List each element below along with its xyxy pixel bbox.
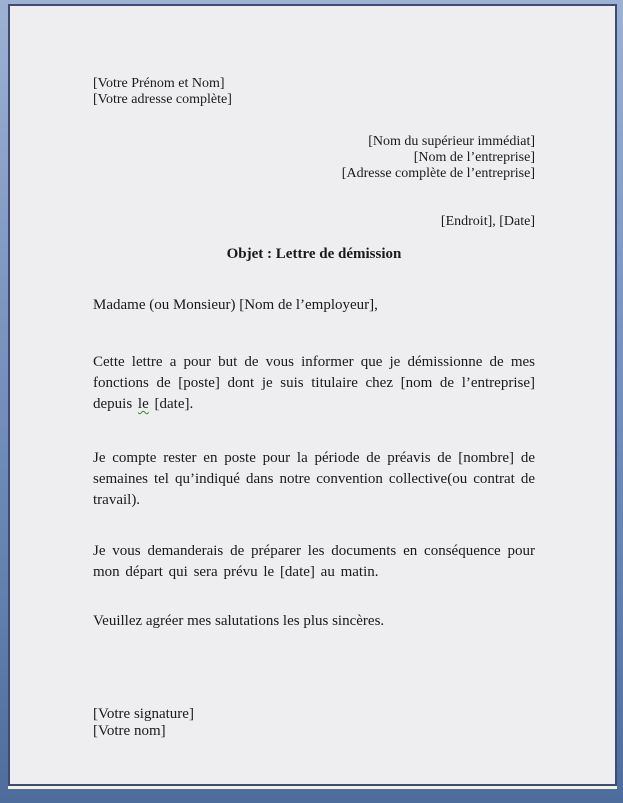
paragraph-resignation (93, 352, 535, 415)
letter-content (10, 6, 615, 784)
sender-address: [Votre adresse complète] (93, 92, 232, 107)
paragraph-notice-period: Je compte rester en poste pour la période de préavis de [nombre] de semaines tel qu’indiqué dans notre convention collective(ou contrat de travail). (93, 450, 535, 508)
closing-line: Veuillez agréer mes salutations les plus sincères. (93, 613, 385, 629)
paragraph-documents: Je vous demanderais de préparer les documents en conséquence pour mon départ qui sera prévu le [date] au matin. (93, 543, 535, 580)
place-date-line: [Endroit], [Date] (440, 214, 535, 229)
subject-line: Objet : Lettre de démission (226, 246, 402, 262)
paragraph-resignation-text-after: [date]. (148, 396, 194, 412)
signature-name-line: [Votre nom] (93, 723, 166, 739)
recipient-company-address: [Adresse complète de l’entreprise] (341, 166, 535, 181)
recipient-block (93, 134, 535, 182)
recipient-company: [Nom de l’entreprise] (413, 150, 535, 165)
letter-page (8, 4, 617, 786)
sender-name: [Votre Prénom et Nom] (93, 76, 225, 91)
salutation-line: Madame (ou Monsieur) [Nom de l’employeur], (93, 297, 378, 313)
paragraph-resignation-text-before: Cette lettre a pour but de vous informer que je démissionne de mes fonctions de [poste] dont je suis titulaire chez [nom de l’entreprise] depuis (93, 354, 535, 412)
signature-line: [Votre signature] (93, 706, 194, 722)
sender-block (93, 76, 535, 108)
grammar-flagged-word: le (137, 396, 149, 412)
recipient-supervisor: [Nom du supérieur immédiat] (368, 134, 535, 149)
signature-block (93, 706, 535, 740)
